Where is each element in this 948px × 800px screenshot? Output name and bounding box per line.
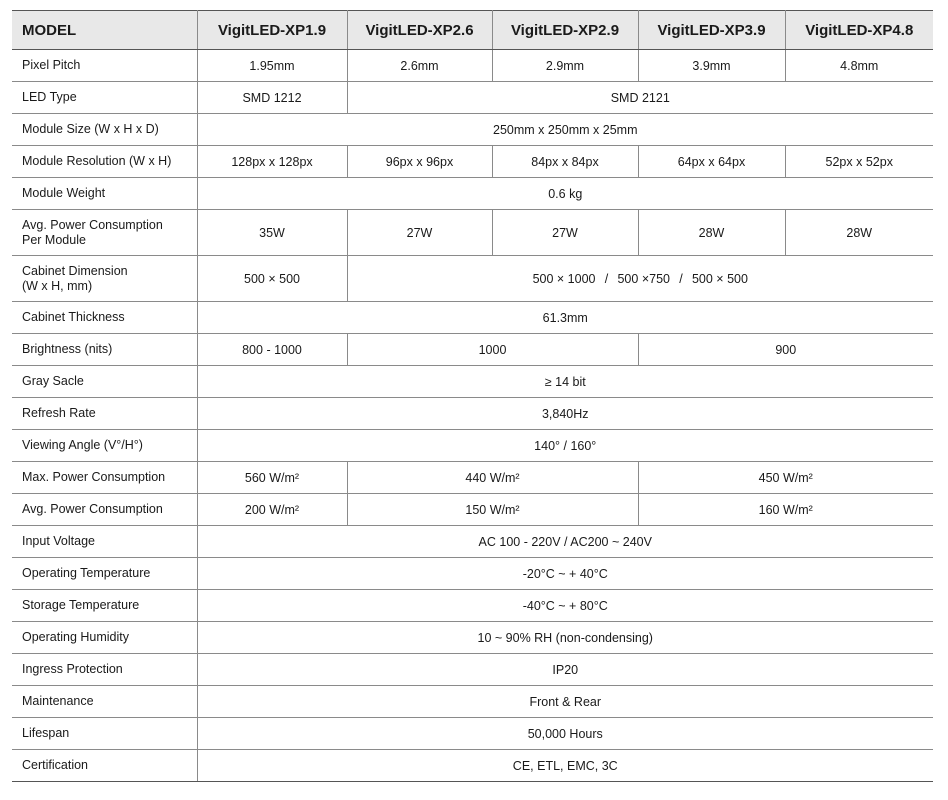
cell-xp19: 200 W/m² — [197, 494, 347, 526]
row-input-voltage — [12, 526, 933, 558]
row-label: Module Weight — [12, 178, 197, 210]
cell-xp26-xp29: 1000 — [347, 334, 638, 366]
row-gray-scale — [12, 366, 933, 398]
row-label: LED Type — [12, 82, 197, 114]
header-xp19: VigitLED-XP1.9 — [197, 11, 347, 50]
header-xp29: VigitLED-XP2.9 — [492, 11, 638, 50]
row-ingress-protection — [12, 654, 933, 686]
cell-xp39: 3.9mm — [638, 50, 785, 82]
cell-xp19: 1.95mm — [197, 50, 347, 82]
row-label: Module Size (W x H x D) — [12, 114, 197, 146]
row-module-resolution — [12, 146, 933, 178]
row-label-line1: Cabinet Dimension — [22, 263, 128, 278]
row-lifespan — [12, 718, 933, 750]
row-label: Certification — [12, 750, 197, 782]
row-label: Module Resolution (W x H) — [12, 146, 197, 178]
cell-xp26-to-xp48 — [347, 256, 933, 302]
row-led-type — [12, 82, 933, 114]
row-refresh-rate — [12, 398, 933, 430]
row-label: Maintenance — [12, 686, 197, 718]
cell-xp26: 2.6mm — [347, 50, 492, 82]
row-label-line2: (W x H, mm) — [22, 278, 93, 293]
cell-xp19: 800 - 1000 — [197, 334, 347, 366]
separator: / — [679, 271, 683, 286]
cell-xp39-xp48: 900 — [638, 334, 933, 366]
row-cabinet-dimension — [12, 256, 933, 302]
cell-all: AC 100 - 220V / AC200 ~ 240V — [197, 526, 933, 558]
spec-table — [12, 10, 933, 782]
row-label — [12, 256, 197, 302]
cell-all: Front & Rear — [197, 686, 933, 718]
row-label: Brightness (nits) — [12, 334, 197, 366]
cell-xp29: 2.9mm — [492, 50, 638, 82]
row-label — [12, 210, 197, 256]
cell-all: 61.3mm — [197, 302, 933, 334]
row-label: Refresh Rate — [12, 398, 197, 430]
row-label: Ingress Protection — [12, 654, 197, 686]
cell-xp29: 27W — [492, 210, 638, 256]
row-label: Max. Power Consumption — [12, 462, 197, 494]
header-xp26: VigitLED-XP2.6 — [347, 11, 492, 50]
row-brightness — [12, 334, 933, 366]
cell-xp48: 52px x 52px — [785, 146, 933, 178]
cell-xp26-xp29: 440 W/m² — [347, 462, 638, 494]
cell-xp39-xp48: 160 W/m² — [638, 494, 933, 526]
row-label: Avg. Power Consumption — [12, 494, 197, 526]
cell-xp19: 128px x 128px — [197, 146, 347, 178]
header-xp48: VigitLED-XP4.8 — [785, 11, 933, 50]
row-max-power — [12, 462, 933, 494]
cabinet-size-b: 500 ×750 — [617, 271, 670, 286]
cell-xp48: 28W — [785, 210, 933, 256]
cell-all: -40°C ~ + 80°C — [197, 590, 933, 622]
cell-all: CE, ETL, EMC, 3C — [197, 750, 933, 782]
cell-xp26-xp29: 150 W/m² — [347, 494, 638, 526]
cell-all: 250mm x 250mm x 25mm — [197, 114, 933, 146]
cell-all: 0.6 kg — [197, 178, 933, 210]
row-module-size — [12, 114, 933, 146]
row-avg-power-module — [12, 210, 933, 256]
cell-xp26-to-xp48: SMD 2121 — [347, 82, 933, 114]
row-avg-power — [12, 494, 933, 526]
row-viewing-angle — [12, 430, 933, 462]
cell-xp39: 28W — [638, 210, 785, 256]
row-label: Gray Sacle — [12, 366, 197, 398]
cabinet-size-c: 500 × 500 — [691, 271, 748, 286]
row-label: Viewing Angle (V°/H°) — [12, 430, 197, 462]
cell-xp48: 4.8mm — [785, 50, 933, 82]
row-operating-humidity — [12, 622, 933, 654]
row-pixel-pitch — [12, 50, 933, 82]
cell-all: 50,000 Hours — [197, 718, 933, 750]
row-label: Input Voltage — [12, 526, 197, 558]
row-certification — [12, 750, 933, 782]
header-xp39: VigitLED-XP3.9 — [638, 11, 785, 50]
cell-xp39-xp48: 450 W/m² — [638, 462, 933, 494]
separator: / — [604, 271, 609, 286]
row-module-weight — [12, 178, 933, 210]
header-row — [12, 11, 933, 50]
header-model: MODEL — [12, 11, 197, 50]
row-label: Pixel Pitch — [12, 50, 197, 82]
row-maintenance — [12, 686, 933, 718]
cell-all: 10 ~ 90% RH (non-condensing) — [197, 622, 933, 654]
row-storage-temperature — [12, 590, 933, 622]
row-label: Operating Temperature — [12, 558, 197, 590]
cell-all: IP20 — [197, 654, 933, 686]
cell-xp19: 35W — [197, 210, 347, 256]
cell-xp26: 27W — [347, 210, 492, 256]
row-label: Lifespan — [12, 718, 197, 750]
row-label-line2: Per Module — [22, 232, 86, 247]
row-cabinet-thickness — [12, 302, 933, 334]
cell-xp39: 64px x 64px — [638, 146, 785, 178]
row-operating-temperature — [12, 558, 933, 590]
spec-table-container — [12, 10, 933, 782]
cell-all: -20°C ~ + 40°C — [197, 558, 933, 590]
cell-xp19: SMD 1212 — [197, 82, 347, 114]
cell-all: 3,840Hz — [197, 398, 933, 430]
cabinet-size-a: 500 × 1000 — [532, 271, 596, 286]
row-label: Cabinet Thickness — [12, 302, 197, 334]
row-label: Operating Humidity — [12, 622, 197, 654]
cell-all: ≥ 14 bit — [197, 366, 933, 398]
cell-xp29: 84px x 84px — [492, 146, 638, 178]
cell-xp19: 500 × 500 — [197, 256, 347, 302]
cell-xp26: 96px x 96px — [347, 146, 492, 178]
row-label-line1: Avg. Power Consumption — [22, 217, 163, 232]
row-label: Storage Temperature — [12, 590, 197, 622]
cell-all: 140° / 160° — [197, 430, 933, 462]
cell-xp19: 560 W/m² — [197, 462, 347, 494]
